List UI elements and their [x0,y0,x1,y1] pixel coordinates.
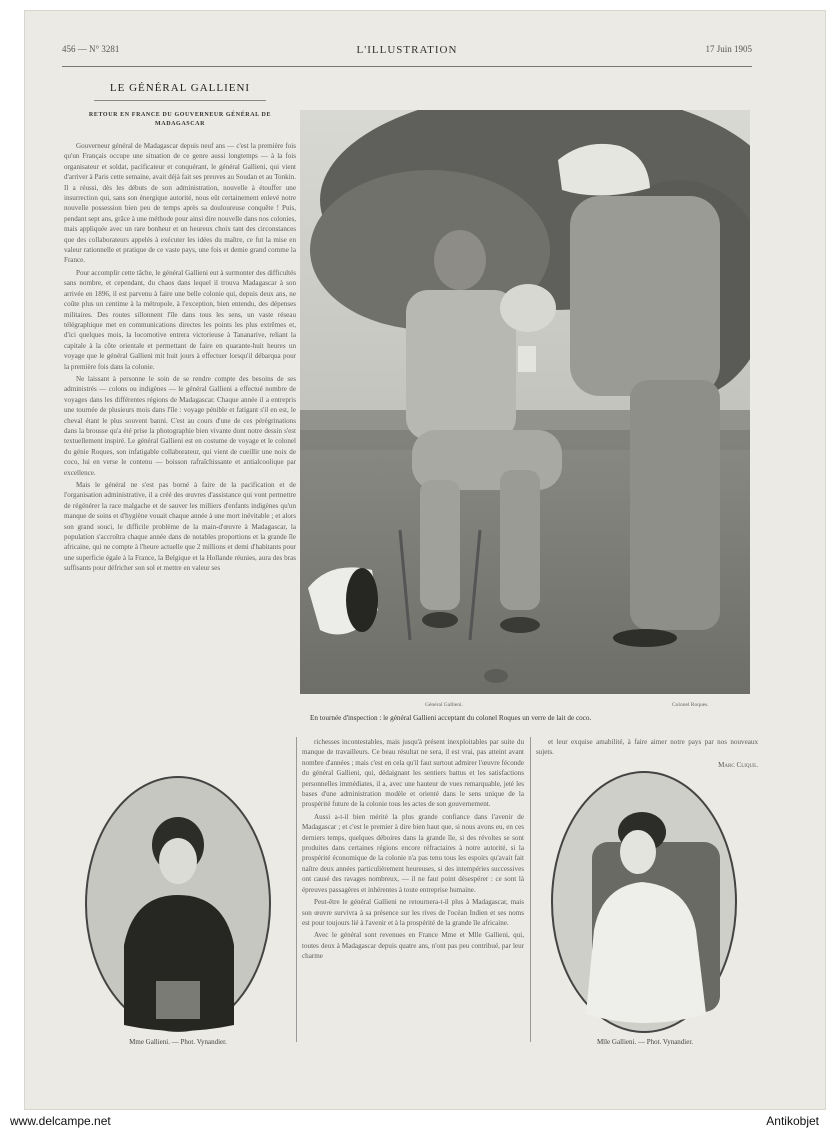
photo-caption: En tournée d'inspection : le général Gallieni acceptant du colonel Roques un verre de lait de coco. [310,714,592,722]
photo-label-left: Général Gallieni. [425,702,463,708]
page-header [62,40,752,62]
issue-date: 17 Juin 1905 [705,44,752,54]
article-column-left [64,78,296,576]
title-rule [94,100,266,101]
paragraph: Gouverneur général de Madagascar depuis neuf ans — c'est la première fois qu'un Français occupe une situation de ce genre aussi longtemps — à la fois organisateur et soldat, pacificateur et conquérant, le général Gallieni, qui vient d'arriver à Paris cette semaine, avait déjà fait ses preuves au Soudan et au Tonkin. Il a réussi, dès les débuts de son administration, nouvelle à étouffer une insurrection qui, sans son énergique autorité, nous eût certainement enlevé notre nouvelle possession bien peu de temps après sa douloureuse conquête ! Puis, pendant sept ans, grâce à une méthode pour ainsi dire nouvelle dans nos colonies, mais appliquée avec un rare bonheur et un heureux choix tant des circonstances que des collaborateurs appelés à exécuter les idées du maître, ce fut la mise en valeur rationnelle et pratique de ce vaste pays, une fois et demie grand comme la France. [64,142,296,265]
paragraph: Pour accomplir cette tâche, le général Gallieni eut à surmonter des difficultés sans nombre, et cependant, du chaos dans lequel il trouva Madagascar à son arrivée en 1896, il est parvenu à faire une belle colonie qui, depuis deux ans, ne coûte plus un centime à la métropole, à l'exception, bien entendu, des dépenses militaires. Des routes sillonnent l'île dans tous les sens, un vaste réseau télégraphique met en communications directes les points les plus extrêmes et, d'ici quelques mois, la locomotive entrera victorieuse à Tananarive, reliant la capitale à la côte orientale et permettant de faire en quarante-huit heures un voyage que le général Gallieni mit huit jours à effectuer lorsqu'il débarqua pour la première fois dans la colonie. [64,268,296,371]
issue-number: 456 — N° 3281 [62,44,120,54]
portrait-left-caption: Mme Gallieni. — Phot. Vynandier. [129,1038,227,1046]
article-title: LE GÉNÉRAL GALLIENI [109,82,251,94]
watermark-right: Antikobjet [766,1114,819,1128]
photo-label-right: Colonel Roques. [672,702,709,708]
portrait-photo [550,770,738,1034]
watermark-left: www.delcampe.net [10,1114,111,1128]
paragraph: Aussi a-t-il bien mérité la plus grande confiance dans l'avenir de Madagascar ; et c'est le premier à dire bien haut que, si nous avons eu, en ces derniers temps, quelques déboires dans la grande île, si des révoltes se sont produites dans certaines régions encore réfractaires à notre autorité, si la prospérité économique de la colonie n'a pas tenu tous les espoirs qu'avait fait naître deux années particulièrement heureuses, si des intempéries successives ont causé des ravages nombreux, — il ne faut point désespérer : ce sont là épreuves passagères et inhérentes à toute entreprise humaine. [302,812,524,894]
paragraph: Ne laissant à personne le soin de se rendre compte des besoins de ses administrés — colons ou indigènes — le général Gallieni a effectué nombre de voyages dans les différentes régions de Madagascar. Chaque année il a entrepris une tournée de plusieurs mois dans l'île : voyage pénible et fatigant s'il en est, le cheval étant le plus souvent banni. C'est au cours d'une de ces pérégrinations dans la brousse qu'a été prise la photographie bien vivante dont notre dessin s'est textuellement inspiré. Le général Gallieni est en costume de voyage et le colonel du génie Roques, son infatigable collaborateur, qui vient de cueillir une noix de coco, lui en verse le contenu — boisson rafraîchissante et antialcoolique par excellence. [64,374,296,477]
paragraph: Peut-être le général Gallieni ne retournera-t-il plus à Madagascar, mais son œuvre survivra à sa présence sur les rives de l'océan Indien et ses noms est pour toujours lié à l'avenir et à la prospérité de la grande île africaine. [302,898,524,927]
paragraph: Mais le général ne s'est pas borné à faire de la pacification et de l'organisation administrative, il a créé des œuvres d'assistance qui vont permettre de régénérer la race malgache et de sauver les milliers d'enfants indigènes qu'un manque de soins et d'hygiène vouait chaque année à une mort inévitable ; et alors son grand souci, le difficile problème de la main-d'œuvre à Madagascar, la population s'accroîtra chaque année dans de notables proportions et la grande île africaine, qui ne compte à l'heure actuelle que 2 millions et demi d'habitants pour une superficie égale à la France, la Belgique et la Hollande réunies, aura des bras suffisants pour défricher son sol et mettre en valeur ses [64,481,296,573]
portrait-left [84,775,272,1038]
portrait-right [550,770,738,1039]
article-subtitle: RETOUR EN FRANCE DU GOUVERNEUR GÉNÉRAL DE MADAGASCAR [88,112,272,127]
article-column-middle [302,737,524,964]
article-body [64,141,296,574]
author-signature: Marc Clique. [718,760,758,769]
photo-illustration [300,110,750,694]
main-photograph [300,110,750,694]
article-column-right [536,737,758,770]
header-rule [62,66,752,67]
paragraph: Avec le général sont revenues en France Mme et Mlle Gallieni, qui, toutes deux à Madagascar depuis quatre ans, n'ont pas peu contribué, par leur charme [302,931,524,961]
masthead: L'ILLUSTRATION [356,44,458,56]
paragraph: et leur exquise amabilité, à faire aimer notre pays par nos nouveaux sujets. [536,738,758,757]
column-rule [296,737,297,1042]
column-rule [530,737,531,1042]
paragraph: richesses incontestables, mais jusqu'à présent inexploitables par suite du manque de travailleurs. Ce beau résultat ne sera, il est vrai, pas atteint avant nombre d'années ; mais c'est en cela qu'il faut surtout admirer l'œuvre féconde du général Gallieni, qui, dédaignant les sentiers battus et les satisfactions personnelles immédiates, il a, avec une hauteur de vues remarquable, jeté les bases d'une administration modèle et orienté dans le sens unique de la prospérité future de la colonie tous les actes de son gouvernement. [302,738,524,809]
portrait-photo [84,775,272,1033]
portrait-right-caption: Mlle Gallieni. — Phot. Vynandier. [596,1038,694,1046]
